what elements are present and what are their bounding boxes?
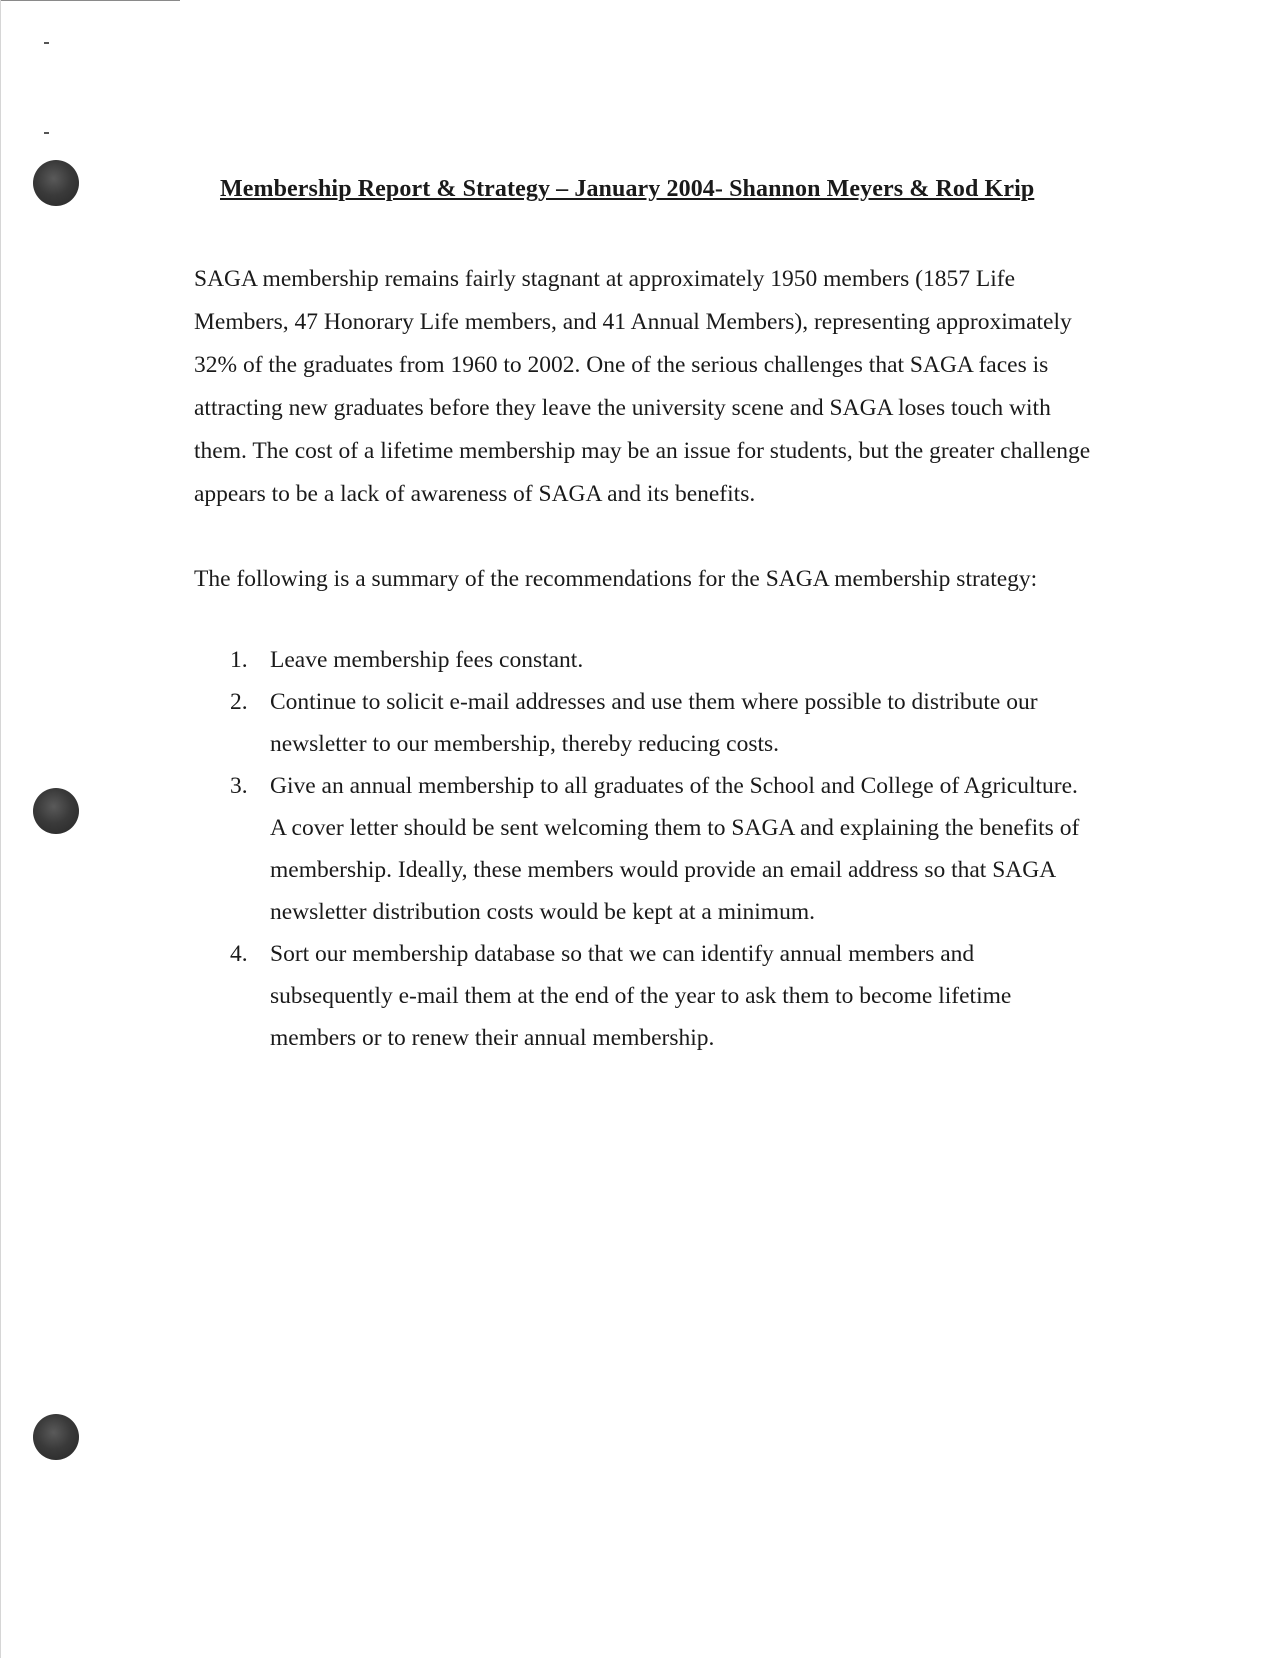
list-item [194, 765, 1094, 933]
punch-hole-middle [33, 788, 79, 834]
document-title: Membership Report & Strategy – January 2004- Shannon Meyers & Rod Krip [220, 176, 1035, 202]
list-item-number: 3. [230, 773, 248, 799]
list-item-text: Give an annual membership to all graduates of the School and College of Agriculture. A cover letter should be sent welcoming them to SAGA and explaining the benefits of membership. Ideally, these members would provide an email address so that SAGA newsletter distribution costs would be kept at a minimum. [270, 773, 1080, 925]
document-body [194, 258, 1094, 1059]
scan-mark [44, 42, 49, 44]
list-item-number: 2. [230, 689, 248, 715]
scan-mark [44, 132, 49, 134]
recommendations-list [194, 639, 1094, 1059]
punch-hole-top [33, 160, 79, 206]
punch-hole-bottom [33, 1414, 79, 1460]
list-item-text: Sort our membership database so that we can identify annual members and subsequently e-mail them at the end of the year to ask them to become lifetime members or to renew their annual membership. [270, 941, 1012, 1051]
list-item [194, 933, 1094, 1059]
scan-edge-line [0, 0, 1, 1658]
list-item-text: Leave membership fees constant. [270, 647, 584, 673]
list-item-number: 4. [230, 941, 248, 967]
list-item [194, 681, 1094, 765]
list-item-text: Continue to solicit e-mail addresses and use them where possible to distribute our newsletter to our membership, thereby reducing costs. [270, 689, 1038, 757]
intro-paragraph: SAGA membership remains fairly stagnant at approximately 1950 members (1857 Life Members, 47 Honorary Life members, and 41 Annual Members), representing approximately 32% of the graduates from 1960 to 2002. One of the serious challenges that SAGA faces is attracting new graduates before they leave the university scene and SAGA loses touch with them. The cost of a lifetime membership may be an issue for students, but the greater challenge appears to be a lack of awareness of SAGA and its benefits. [194, 266, 1091, 507]
list-item [194, 639, 1094, 681]
scan-edge-line [0, 0, 180, 1]
list-item-number: 1. [230, 647, 248, 673]
summary-intro-paragraph: The following is a summary of the recommendations for the SAGA membership strategy: [194, 566, 1038, 592]
